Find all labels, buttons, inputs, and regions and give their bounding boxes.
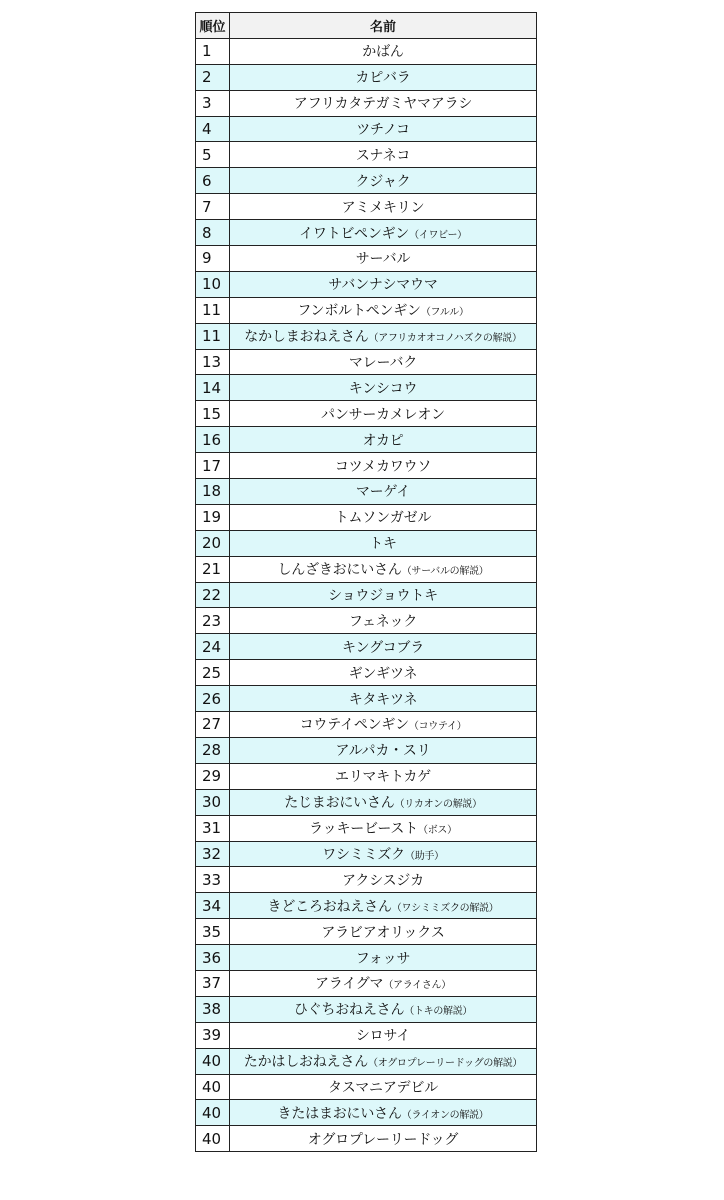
name-text: トキ [369,536,397,553]
table-row [196,634,537,660]
rank-cell: 17 [196,453,230,479]
table-row [196,194,537,220]
table-row [196,815,537,841]
name-text: フンボルトペンギン [297,303,421,320]
name-cell [230,271,537,297]
rank-cell: 16 [196,427,230,453]
table-row [196,789,537,815]
name-note: （アライさん） [383,980,451,992]
name-note: （助手） [405,850,444,862]
name-cell [230,556,537,582]
name-cell [230,996,537,1022]
name-text: ショウジョウトキ [328,588,438,605]
table-row [196,401,537,427]
table-row [196,1048,537,1074]
rank-cell: 11 [196,323,230,349]
name-text: キタキツネ [348,691,418,708]
name-cell [230,323,537,349]
name-column-header: 名前 [230,13,537,39]
name-note: （リカオンの解説） [394,799,482,811]
name-text: サバンナシマウマ [328,277,438,294]
table-row [196,867,537,893]
name-text: アルパカ・スリ [335,743,431,760]
table-row [196,90,537,116]
name-text: ひぐちおねえさん [293,1002,405,1019]
table-row [196,38,537,64]
name-cell [230,919,537,945]
rank-cell: 8 [196,220,230,246]
name-cell [230,1100,537,1126]
name-text: たかはしおねえさん [243,1054,368,1071]
name-note: （ボス） [418,825,457,837]
table-row [196,660,537,686]
rank-cell: 35 [196,919,230,945]
name-text: アフリカタテガミヤマアラシ [293,96,473,113]
rank-cell: 19 [196,504,230,530]
rank-cell: 3 [196,90,230,116]
table-row [196,737,537,763]
name-text: アクシスジカ [342,872,424,889]
table-row [196,530,537,556]
table-row [196,271,537,297]
name-text: ワシミミズク [322,846,405,863]
name-cell [230,297,537,323]
name-cell [230,453,537,479]
name-cell [230,582,537,608]
name-cell [230,375,537,401]
name-cell [230,945,537,971]
name-cell [230,841,537,867]
name-text: アライグマ [315,976,384,993]
rank-cell: 22 [196,582,230,608]
name-note: （コウテイ） [408,721,467,733]
name-text: タスマニアデビル [327,1079,439,1096]
name-text: きたはまおにいさん [277,1105,402,1122]
name-text: キングコブラ [341,639,425,656]
name-cell [230,634,537,660]
table-row [196,220,537,246]
table-row [196,582,537,608]
name-note: （サーバルの解説） [401,566,489,578]
rank-cell: 27 [196,712,230,738]
ranking-table-body [196,38,537,1151]
rank-cell: 28 [196,737,230,763]
name-cell [230,712,537,738]
table-row [196,297,537,323]
table-row [196,323,537,349]
name-cell [230,1048,537,1074]
name-note: （ライオンの解説） [401,1109,489,1121]
table-row [196,893,537,919]
name-text: キンシコウ [348,380,418,397]
name-text: イワトビペンギン [299,225,410,242]
table-row [196,686,537,712]
rank-cell: 26 [196,686,230,712]
name-cell [230,815,537,841]
name-text: クジャク [355,173,411,190]
name-cell [230,660,537,686]
rank-cell: 31 [196,815,230,841]
table-row [196,1126,537,1152]
name-cell [230,246,537,272]
name-text: なかしまおねえさん [244,329,369,346]
name-cell [230,686,537,712]
name-text: フェネック [348,613,418,630]
name-text: シロサイ [355,1028,411,1045]
table-row [196,996,537,1022]
table-row [196,945,537,971]
name-cell [230,401,537,427]
rank-cell: 32 [196,841,230,867]
name-text: スナネコ [355,147,411,164]
table-row [196,427,537,453]
name-text: エリマキトカゲ [335,769,431,786]
rank-cell: 9 [196,246,230,272]
name-cell [230,38,537,64]
name-text: マーゲイ [355,484,411,501]
name-text: オカピ [362,432,404,449]
rank-cell: 10 [196,271,230,297]
name-cell [230,168,537,194]
name-cell [230,504,537,530]
rank-cell: 2 [196,64,230,90]
rank-cell: 6 [196,168,230,194]
table-row [196,556,537,582]
table-row [196,168,537,194]
rank-cell: 4 [196,116,230,142]
rank-cell: 5 [196,142,230,168]
name-note: （トキの解説） [404,1006,473,1018]
name-note: （イワビー） [409,229,467,241]
name-cell [230,349,537,375]
table-row [196,1100,537,1126]
rank-cell: 36 [196,945,230,971]
rank-cell: 34 [196,893,230,919]
name-cell [230,64,537,90]
table-row [196,608,537,634]
name-cell [230,867,537,893]
name-cell [230,479,537,505]
name-cell [230,1074,537,1100]
rank-column-header: 順位 [196,13,230,39]
rank-cell: 18 [196,479,230,505]
rank-cell: 29 [196,763,230,789]
rank-cell: 20 [196,530,230,556]
rank-cell: 15 [196,401,230,427]
name-cell [230,90,537,116]
table-row [196,349,537,375]
table-row [196,763,537,789]
name-cell [230,427,537,453]
name-text: フォッサ [355,950,411,967]
name-text: トムソンガゼル [334,510,432,527]
rank-cell: 33 [196,867,230,893]
ranking-table [195,12,537,1152]
rank-cell: 37 [196,970,230,996]
name-text: コウテイペンギン [299,717,409,734]
name-text: ギンギツネ [348,665,418,682]
name-cell [230,1126,537,1152]
table-row [196,504,537,530]
name-note: （アフリカオオコノハズクの解説） [368,333,522,345]
name-cell [230,608,537,634]
name-text: サーバル [355,251,411,268]
rank-cell: 39 [196,1022,230,1048]
name-text: カピバラ [355,70,411,87]
name-cell [230,194,537,220]
table-row [196,64,537,90]
name-cell [230,970,537,996]
rank-cell: 40 [196,1126,230,1152]
name-cell [230,893,537,919]
table-row [196,375,537,401]
name-cell [230,1022,537,1048]
table-header-row [196,13,537,39]
rank-cell: 25 [196,660,230,686]
name-cell [230,116,537,142]
name-text: きどころおねえさん [267,898,392,915]
table-row [196,919,537,945]
rank-cell: 40 [196,1100,230,1126]
table-row [196,1074,537,1100]
name-cell [230,763,537,789]
table-row [196,970,537,996]
name-note: （オグロプレーリードッグの解説） [368,1058,523,1070]
name-text: たじまおにいさん [284,795,395,812]
name-cell [230,220,537,246]
name-text: ツチノコ [356,122,410,138]
table-row [196,712,537,738]
rank-cell: 40 [196,1074,230,1100]
table-row [196,1022,537,1048]
name-text: アミメキリン [341,199,425,216]
rank-cell: 30 [196,789,230,815]
rank-cell: 14 [196,375,230,401]
name-note: （フルル） [420,307,469,319]
name-text: コツメカワウソ [334,458,432,475]
name-text: パンサーカメレオン [321,406,445,423]
name-cell [230,737,537,763]
name-cell [230,530,537,556]
table-row [196,453,537,479]
name-cell [230,142,537,168]
name-text: かばん [362,44,404,61]
rank-cell: 7 [196,194,230,220]
rank-cell: 21 [196,556,230,582]
name-note: （ワシミミズクの解説） [391,902,499,914]
rank-cell: 38 [196,996,230,1022]
name-cell [230,789,537,815]
name-text: オグロプレーリードッグ [307,1131,459,1148]
rank-cell: 13 [196,349,230,375]
name-text: しんざきおにいさん [277,562,402,579]
rank-cell: 1 [196,38,230,64]
table-row [196,246,537,272]
rank-cell: 24 [196,634,230,660]
name-text: ラッキービースト [309,821,419,838]
rank-cell: 11 [196,297,230,323]
table-row [196,841,537,867]
name-text: アラビアオリックス [321,924,445,941]
rank-cell: 23 [196,608,230,634]
name-text: マレーバク [348,355,418,372]
table-row [196,142,537,168]
table-row [196,479,537,505]
table-row [196,116,537,142]
rank-cell: 40 [196,1048,230,1074]
